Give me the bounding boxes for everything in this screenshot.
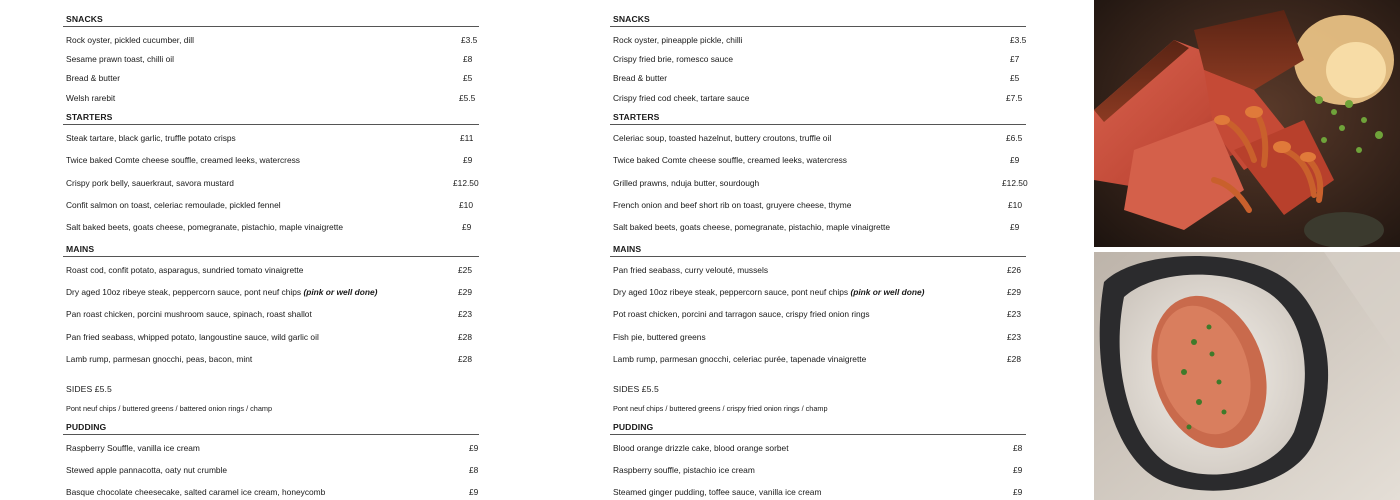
item-price: £23: [458, 309, 472, 319]
menu-item: [66, 154, 479, 166]
item-price: £10: [459, 200, 473, 210]
menu-item: [613, 72, 1026, 84]
item-price: £23: [1007, 309, 1021, 319]
sides-list: Pont neuf chips / buttered greens / crispy fried onion rings / champ: [613, 404, 828, 413]
photo-oyster-dish: [1094, 252, 1400, 500]
section-title-pudding: PUDDING: [613, 422, 654, 432]
photo-steak-dish: [1094, 0, 1400, 247]
item-price: £6.5: [1006, 133, 1023, 143]
steak-dish-illustration: [1094, 0, 1400, 247]
item-name: Dry aged 10oz ribeye steak, peppercorn sauce, pont neuf chips: [613, 287, 849, 297]
section-title-starters: STARTERS: [66, 112, 113, 122]
item-price: £28: [458, 332, 472, 342]
item-price: £9: [1010, 222, 1020, 232]
item-name: Raspberry Souffle, vanilla ice cream: [66, 443, 200, 453]
item-price: £7.5: [1006, 93, 1023, 103]
item-price: £7: [1010, 54, 1020, 64]
section-divider: [610, 26, 1026, 27]
section-divider: [610, 256, 1026, 257]
item-price: £28: [458, 354, 472, 364]
item-name: Stewed apple pannacotta, oaty nut crumble: [66, 465, 228, 475]
section-divider: [63, 26, 479, 27]
menu-item: [613, 308, 1026, 320]
menu-item: [613, 486, 1026, 498]
section-title-mains: MAINS: [613, 244, 642, 254]
item-name: Bread & butter: [613, 73, 668, 83]
item-name: Rock oyster, pickled cucumber, dill: [66, 35, 195, 45]
item-name: Basque chocolate cheesecake, salted caramel ice cream, honeycomb: [66, 487, 326, 497]
section-title-sides: SIDES £5.5: [66, 384, 112, 394]
item-name: Rock oyster, pineapple pickle, chilli: [613, 35, 743, 45]
item-price: £5: [1010, 73, 1020, 83]
oyster-dish-illustration: [1094, 252, 1400, 500]
section-title-pudding: PUDDING: [66, 422, 107, 432]
section-title-sides: SIDES £5.5: [613, 384, 659, 394]
menu-item: [66, 331, 479, 343]
item-price: £8: [463, 54, 473, 64]
menu-item: [66, 442, 479, 454]
menu-item: [613, 331, 1026, 343]
item-price: £28: [1007, 354, 1021, 364]
item-price: £26: [1007, 265, 1021, 275]
item-note: (pink or well done): [303, 287, 378, 297]
item-name: Crispy fried cod cheek, tartare sauce: [613, 93, 750, 103]
item-name: Sesame prawn toast, chilli oil: [66, 54, 174, 64]
menu-item: [613, 442, 1026, 454]
item-price: £3.5: [1010, 35, 1027, 45]
item-name: Crispy fried brie, romesco sauce: [613, 54, 734, 64]
item-name: Bread & butter: [66, 73, 121, 83]
item-name: Twice baked Comte cheese souffle, creamed leeks, watercress: [66, 155, 300, 165]
item-price: £12.50: [453, 178, 479, 188]
item-price: £11: [460, 133, 474, 143]
menu-item: [613, 92, 1026, 104]
item-name: Grilled prawns, nduja butter, sourdough: [613, 178, 760, 188]
section-divider: [63, 124, 479, 125]
menu-item: [66, 221, 479, 233]
item-name: Dry aged 10oz ribeye steak, peppercorn sauce, pont neuf chips: [66, 287, 302, 297]
menu-item: [66, 264, 479, 276]
item-name: Steamed ginger pudding, toffee sauce, vanilla ice cream: [613, 487, 822, 497]
item-name: Celeriac soup, toasted hazelnut, buttery croutons, truffle oil: [613, 133, 832, 143]
section-divider: [63, 434, 479, 435]
item-price: £9: [462, 222, 472, 232]
menu-item: [613, 221, 1026, 233]
menu-item: [66, 72, 479, 84]
menu-item: [66, 53, 479, 65]
sides-list: Pont neuf chips / buttered greens / battered onion rings / champ: [66, 404, 273, 413]
menu-item: [613, 154, 1026, 166]
menu-item: [66, 486, 479, 498]
item-price: £8: [1013, 443, 1023, 453]
section-title-snacks: SNACKS: [613, 14, 650, 24]
menu-item: [613, 177, 1026, 189]
section-title-mains: MAINS: [66, 244, 95, 254]
item-note: (pink or well done): [850, 287, 925, 297]
item-name: Raspberry souffle, pistachio ice cream: [613, 465, 755, 475]
item-name: Roast cod, confit potato, asparagus, sundried tomato vinaigrette: [66, 265, 304, 275]
menu-item: [613, 132, 1026, 144]
item-name: Twice baked Comte cheese souffle, creamed leeks, watercress: [613, 155, 847, 165]
item-price: £9: [1010, 155, 1020, 165]
menu-item: [613, 53, 1026, 65]
item-name: Welsh rarebit: [66, 93, 116, 103]
item-name: Steak tartare, black garlic, truffle potato crisps: [66, 133, 236, 143]
item-price: £29: [458, 287, 472, 297]
menu-item: [66, 353, 479, 365]
item-price: £9: [1013, 487, 1023, 497]
menu-item: [613, 34, 1026, 46]
menu-item: [66, 199, 479, 211]
menu-left: [63, 0, 479, 500]
item-name: Lamb rump, parmesan gnocchi, peas, bacon, mint: [66, 354, 253, 364]
menu-item: [613, 264, 1026, 276]
item-name: Pan roast chicken, porcini mushroom sauce, spinach, roast shallot: [66, 309, 312, 319]
menu-item: [613, 286, 1026, 298]
item-name: Salt baked beets, goats cheese, pomegranate, pistachio, maple vinaigrette: [66, 222, 344, 232]
menu-right: [610, 0, 1026, 500]
item-price: £9: [463, 155, 473, 165]
menu-item: [613, 464, 1026, 476]
item-price: £5: [463, 73, 473, 83]
menu-item: [613, 353, 1026, 365]
item-name: Pan fried seabass, whipped potato, langoustine sauce, wild garlic oil: [66, 332, 319, 342]
section-divider: [63, 256, 479, 257]
menu-item: [613, 199, 1026, 211]
section-title-snacks: SNACKS: [66, 14, 103, 24]
item-price: £5.5: [459, 93, 476, 103]
item-price: £8: [469, 465, 479, 475]
item-price: £10: [1008, 200, 1022, 210]
section-divider: [610, 434, 1026, 435]
item-name: Fish pie, buttered greens: [613, 332, 706, 342]
item-name: French onion and beef short rib on toast, gruyere cheese, thyme: [613, 200, 852, 210]
item-price: £23: [1007, 332, 1021, 342]
section-title-starters: STARTERS: [613, 112, 660, 122]
item-name: Blood orange drizzle cake, blood orange sorbet: [613, 443, 789, 453]
item-name: Pan fried seabass, curry velouté, mussels: [613, 265, 769, 275]
item-name: Lamb rump, parmesan gnocchi, celeriac purée, tapenade vinaigrette: [613, 354, 867, 364]
item-price: £25: [458, 265, 472, 275]
item-name: Crispy pork belly, sauerkraut, savora mustard: [66, 178, 234, 188]
item-name: Pot roast chicken, porcini and tarragon sauce, crispy fried onion rings: [613, 309, 870, 319]
item-price: £9: [469, 443, 479, 453]
item-name: Salt baked beets, goats cheese, pomegranate, pistachio, maple vinaigrette: [613, 222, 891, 232]
menu-item: [66, 92, 479, 104]
item-name: Confit salmon on toast, celeriac remoulade, pickled fennel: [66, 200, 281, 210]
item-price: £12.50: [1002, 178, 1028, 188]
item-price: £29: [1007, 287, 1021, 297]
menu-item: [66, 464, 479, 476]
menu-item: [66, 177, 479, 189]
item-price: £9: [469, 487, 479, 497]
menu-item: [66, 286, 479, 298]
menu-item: [66, 34, 479, 46]
menu-item: [66, 132, 479, 144]
menu-item: [66, 308, 479, 320]
section-divider: [610, 124, 1026, 125]
item-price: £3.5: [461, 35, 478, 45]
item-price: £9: [1013, 465, 1023, 475]
